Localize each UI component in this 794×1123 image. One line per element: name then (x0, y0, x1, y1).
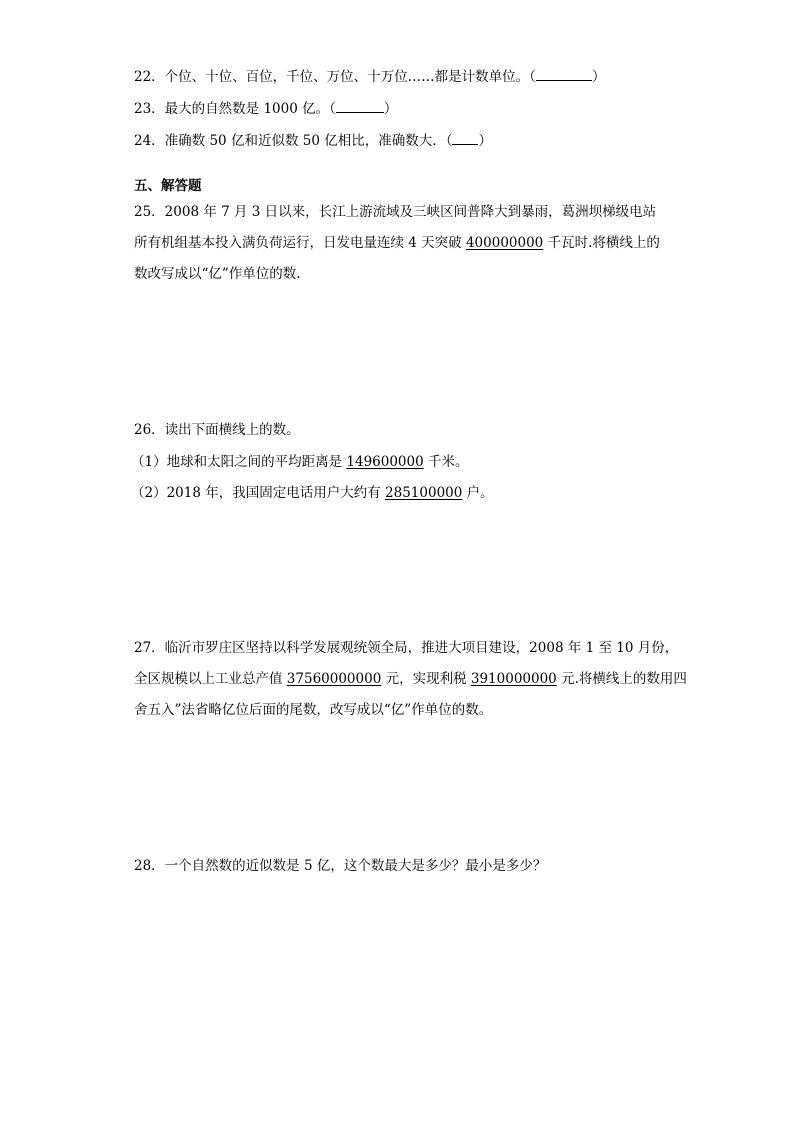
underlined-number: 37560000000 (286, 671, 382, 687)
underlined-number: 400000000 (465, 235, 544, 251)
question-27-line2 (134, 670, 687, 688)
question-27-line2-post: 元.将横线上的数用四 (556, 671, 687, 687)
question-26-stem: 26．读出下面横线上的数。 (134, 422, 300, 438)
question-27-line2-pre: 全区规模以上工业总产值 (134, 671, 287, 687)
question-26-sub1-post: 千米。 (423, 454, 469, 470)
question-23-close: ） (383, 101, 398, 117)
question-24-text: 24．准确数 50 亿和近似数 50 亿相比，准确数大．（ (134, 133, 453, 149)
question-24 (134, 130, 492, 150)
question-26-sub2-pre: （2）2018 年，我国固定电话用户大约有 (131, 485, 386, 501)
section-title: 五、解答题 (134, 178, 202, 194)
question-25-line2 (134, 234, 660, 252)
question-26-sub1-pre: （1）地球和太阳之间的平均距离是 (131, 454, 347, 470)
question-23 (134, 98, 397, 118)
question-22-close: ） (591, 69, 606, 85)
question-27-line2-mid: 元，实现利税 (381, 671, 471, 687)
question-27-line3: 舍五入”法省略亿位后面的尾数，改写成以“亿”作单位的数。 (134, 702, 493, 718)
question-26-sub2 (131, 484, 494, 502)
question-22-text: 22．个位、十位、百位，千位、万位、十万位……都是计数单位。（ (134, 69, 536, 85)
question-23-text: 23．最大的自然数是 1000 亿。（ (134, 101, 336, 117)
question-24-close: ） (478, 133, 492, 149)
question-25-line3: 数改写成以“亿”作单位的数. (134, 266, 301, 282)
question-22 (134, 66, 605, 86)
answer-blank-23[interactable] (336, 98, 384, 113)
underlined-number: 285100000 (385, 485, 463, 501)
question-27-line1: 27．临沂市罗庄区坚持以科学发展观统领全局，推进大项目建设，2008 年 1 至 10 月份， (134, 640, 679, 656)
answer-blank-22[interactable] (536, 66, 592, 81)
underlined-number: 3910000000 (470, 671, 557, 687)
question-25-line2-pre: 所有机组基本投入满负荷运行，日发电量连续 4 天突破 (134, 235, 466, 251)
question-26-sub1 (131, 453, 469, 471)
question-25-line1: 25．2008 年 7 月 3 日以来，长江上游流域及三峡区间普降大到暴雨，葛洲坝梯级电站 (134, 204, 657, 220)
question-26-sub2-post: 户。 (462, 485, 494, 501)
underlined-number: 149600000 (346, 454, 424, 470)
answer-blank-24[interactable] (452, 130, 478, 145)
question-25-line2-post: 千瓦时.将横线上的 (543, 235, 660, 251)
question-28: 28．一个自然数的近似数是 5 亿，这个数最大是多少？最小是多少？ (134, 858, 547, 874)
